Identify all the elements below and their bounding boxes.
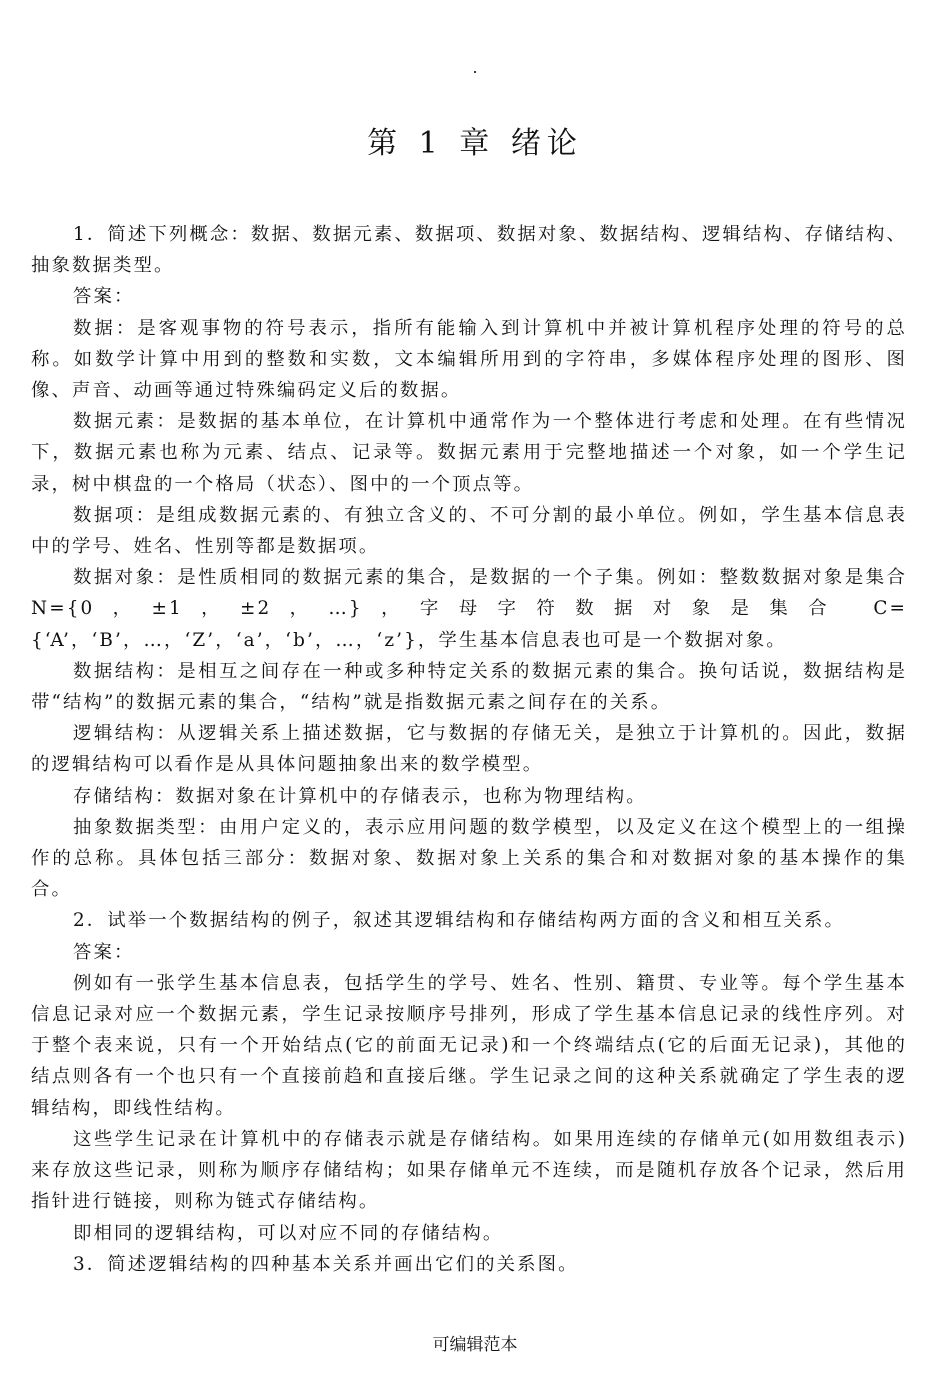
definition-logical-structure: 逻辑结构：从逻辑关系上描述数据，它与数据的存储无关，是独立于计算机的。因此，数据的逻辑结构可以看作是从具体问题抽象出来的数学模型。 [31, 723, 907, 776]
body-text [31, 219, 907, 1280]
question-2: 2．试举一个数据结构的例子，叙述其逻辑结构和存储结构两方面的含义和相互关系。 [73, 910, 845, 932]
page-footer: 可编辑范本 [432, 1335, 518, 1355]
page-top-mark: . [472, 58, 478, 77]
definition-abstract-data-type: 抽象数据类型：由用户定义的，表示应用问题的数学模型，以及定义在这个模型上的一组操作的总称。具体包括三部分：数据对象、数据对象上关系的集合和对数据对象的基本操作的集合。 [31, 816, 907, 901]
definition-data-structure: 数据结构：是相互之间存在一种或多种特定关系的数据元素的集合。换句话说，数据结构是带“结构”的数据元素的集合，“结构”就是指数据元素之间存在的关系。 [31, 660, 907, 714]
definition-data-element: 数据元素：是数据的基本单位，在计算机中通常作为一个整体进行考虑和处理。在有些情况下，数据元素也称为元素、结点、记录等。数据元素用于完整地描述一个对象，如一个学生记录，树中棋盘的一个格局（状态）、图中的一个顶点等。 [31, 411, 907, 495]
answer-label-2: 答案： [73, 941, 135, 963]
chapter-title: 第 1 章 绪论 [367, 126, 583, 161]
answer-label-1: 答案： [73, 286, 135, 308]
answer-2-summary: 即相同的逻辑结构，可以对应不同的存储结构。 [73, 1222, 504, 1244]
question-3: 3．简述逻辑结构的四种基本关系并画出它们的关系图。 [73, 1253, 579, 1275]
definition-data-item: 数据项：是组成数据元素的、有独立含义的、不可分割的最小单位。例如，学生基本信息表中的学号、姓名、性别等都是数据项。 [31, 504, 907, 558]
answer-2-storage: 这些学生记录在计算机中的存储表示就是存储结构。如果用连续的存储单元(如用数组表示)来存放这些记录，则称为顺序存储结构；如果存储单元不连续，而是随机存放各个记录，然后用指针进行链接，则称为链式存储结构。 [31, 1128, 907, 1213]
definition-data-object: 数据对象：是性质相同的数据元素的集合，是数据的一个子集。例如：整数数据对象是集合 N={0，±1，±2，…}，字母字符数据对象是集合 C={‘A’，‘B’，…，‘Z’，‘a’，‘b’，…，‘z’}，学生基本信息表也可是一个数据对象。 [31, 567, 907, 651]
definition-data: 数据：是客观事物的符号表示，指所有能输入到计算机中并被计算机程序处理的符号的总称。如数学计算中用到的整数和实数，文本编辑所用到的字符串，多媒体程序处理的图形、图像、声音、动画等通过特殊编码定义后的数据。 [31, 317, 907, 402]
definition-storage-structure: 存储结构：数据对象在计算机中的存储表示，也称为物理结构。 [73, 785, 647, 807]
question-1: 1．简述下列概念：数据、数据元素、数据项、数据对象、数据结构、逻辑结构、存储结构、抽象数据类型。 [31, 224, 907, 277]
answer-2-logical: 例如有一张学生基本信息表，包括学生的学号、姓名、性别、籍贯、专业等。每个学生基本信息记录对应一个数据元素，学生记录按顺序号排列，形成了学生基本信息记录的线性序列。对于整个表来说，只有一个开始结点(它的前面无记录)和一个终端结点(它的后面无记录)，其他的结点则各有一个也只有一个直接前趋和直接后继。学生记录之间的这种关系就确定了学生表的逻辑结构，即线性结构。 [31, 972, 907, 1119]
